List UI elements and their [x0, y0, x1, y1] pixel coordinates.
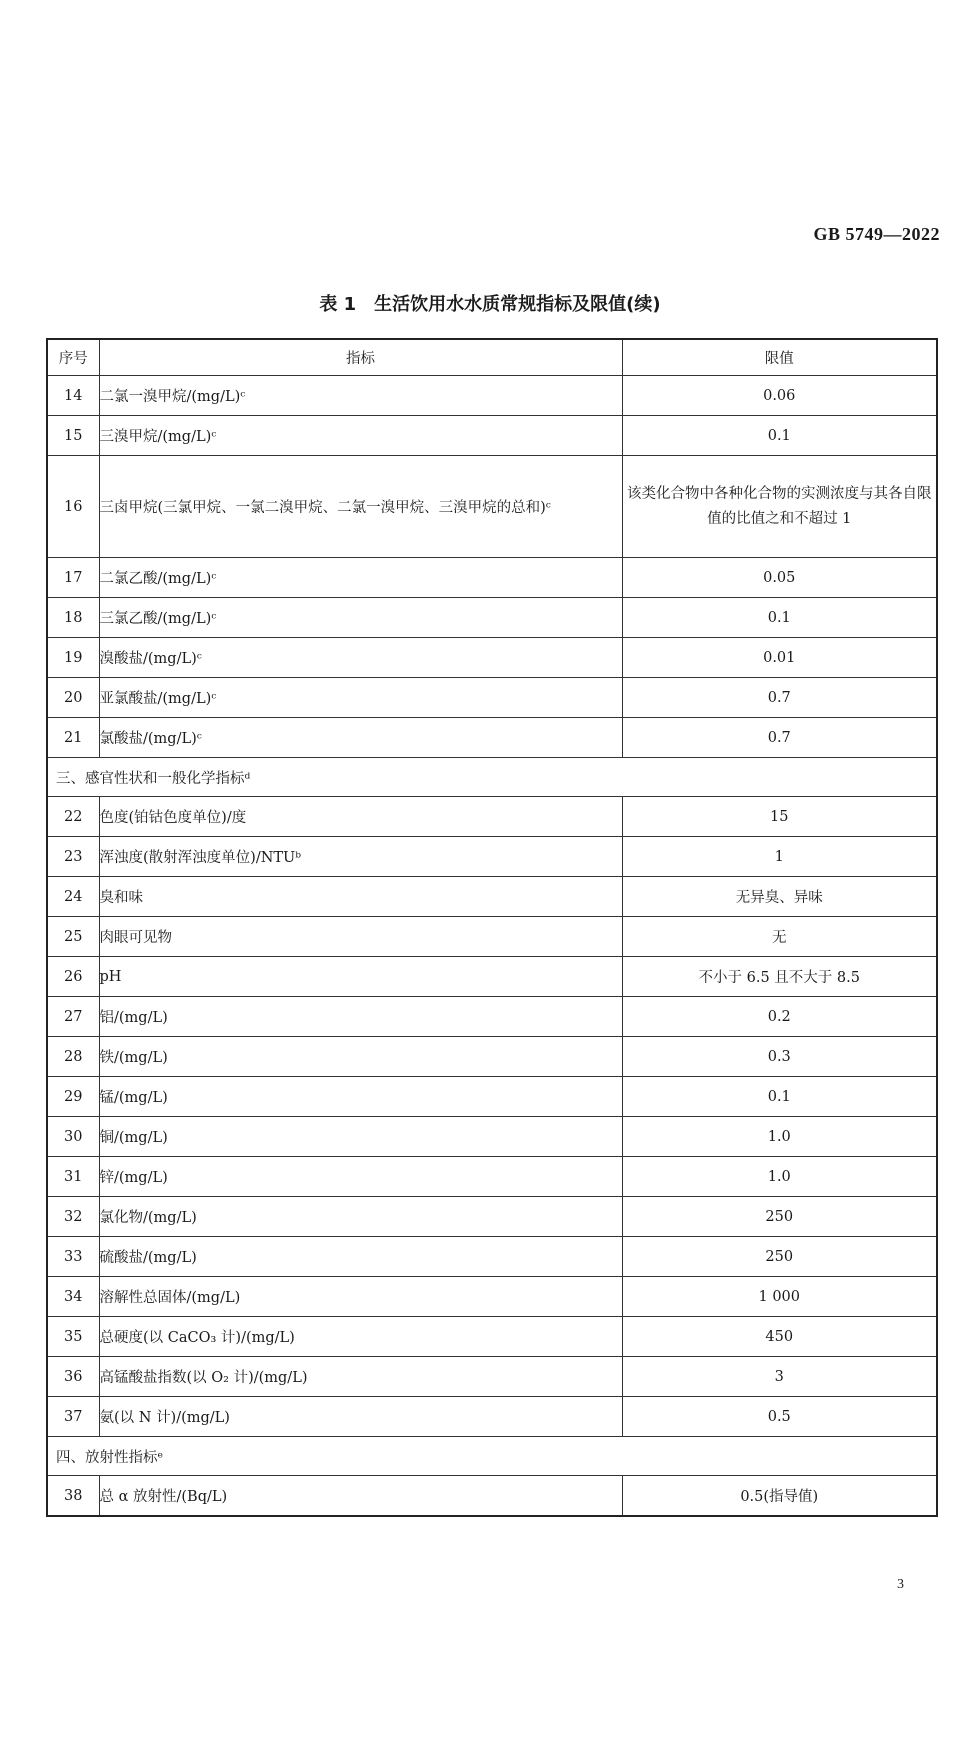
section-label: 三、感官性状和一般化学指标ᵈ	[47, 758, 937, 797]
limit-cell: 0.5	[622, 1397, 937, 1437]
limit-cell: 450	[622, 1317, 937, 1357]
section-row	[47, 758, 937, 797]
table-row	[47, 1077, 937, 1117]
row-number: 38	[47, 1476, 99, 1517]
row-number: 16	[47, 456, 99, 558]
limit-cell: 0.06	[622, 376, 937, 416]
table-row	[47, 718, 937, 758]
row-number: 14	[47, 376, 99, 416]
table-row	[47, 678, 937, 718]
table-title	[0, 290, 980, 316]
limit-cell: 0.5(指导值)	[622, 1476, 937, 1517]
column-header-no: 序号	[47, 339, 99, 376]
indicator-cell: 锌/(mg/L)	[99, 1157, 622, 1197]
table-row	[47, 997, 937, 1037]
row-number: 35	[47, 1317, 99, 1357]
table-row	[47, 376, 937, 416]
limit-cell: 不小于 6.5 且不大于 8.5	[622, 957, 937, 997]
column-header-limit: 限值	[622, 339, 937, 376]
table-row	[47, 1357, 937, 1397]
limit-cell: 1 000	[622, 1277, 937, 1317]
row-number: 37	[47, 1397, 99, 1437]
limit-cell: 0.01	[622, 638, 937, 678]
limit-cell: 0.7	[622, 718, 937, 758]
table-row	[47, 638, 937, 678]
indicator-cell: 三溴甲烷/(mg/L)ᶜ	[99, 416, 622, 456]
indicator-cell: 三卤甲烷(三氯甲烷、一氯二溴甲烷、二氯一溴甲烷、三溴甲烷的总和)ᶜ	[99, 456, 622, 558]
row-number: 27	[47, 997, 99, 1037]
indicator-cell: 铝/(mg/L)	[99, 997, 622, 1037]
indicator-cell: 臭和味	[99, 877, 622, 917]
indicator-cell: 二氯一溴甲烷/(mg/L)ᶜ	[99, 376, 622, 416]
indicator-cell: 氨(以 N 计)/(mg/L)	[99, 1397, 622, 1437]
limit-cell: 0.05	[622, 558, 937, 598]
indicator-cell: 铁/(mg/L)	[99, 1037, 622, 1077]
table-row	[47, 957, 937, 997]
limit-cell: 250	[622, 1197, 937, 1237]
indicator-cell: 总 α 放射性/(Bq/L)	[99, 1476, 622, 1517]
row-number: 24	[47, 877, 99, 917]
indicator-cell: 浑浊度(散射浑浊度单位)/NTUᵇ	[99, 837, 622, 877]
row-number: 29	[47, 1077, 99, 1117]
indicator-cell: 溶解性总固体/(mg/L)	[99, 1277, 622, 1317]
water-quality-table	[46, 338, 938, 1517]
table-row	[47, 1117, 937, 1157]
limit-cell: 0.1	[622, 1077, 937, 1117]
row-number: 21	[47, 718, 99, 758]
row-number: 36	[47, 1357, 99, 1397]
indicator-cell: 三氯乙酸/(mg/L)ᶜ	[99, 598, 622, 638]
row-number: 20	[47, 678, 99, 718]
row-number: 26	[47, 957, 99, 997]
limit-cell: 0.2	[622, 997, 937, 1037]
indicator-cell: 亚氯酸盐/(mg/L)ᶜ	[99, 678, 622, 718]
table-row	[47, 1197, 937, 1237]
limit-cell: 0.7	[622, 678, 937, 718]
column-header-indicator: 指标	[99, 339, 622, 376]
indicator-cell: pH	[99, 957, 622, 997]
table-row	[47, 917, 937, 957]
row-number: 18	[47, 598, 99, 638]
indicator-cell: 溴酸盐/(mg/L)ᶜ	[99, 638, 622, 678]
section-row	[47, 1437, 937, 1476]
table-row	[47, 1476, 937, 1517]
indicator-cell: 色度(铂钴色度单位)/度	[99, 797, 622, 837]
table-row	[47, 558, 937, 598]
table-row	[47, 1397, 937, 1437]
indicator-cell: 锰/(mg/L)	[99, 1077, 622, 1117]
indicator-cell: 氯化物/(mg/L)	[99, 1197, 622, 1237]
section-label: 四、放射性指标ᵉ	[47, 1437, 937, 1476]
table-row	[47, 416, 937, 456]
table-row	[47, 598, 937, 638]
limit-cell: 0.3	[622, 1037, 937, 1077]
row-number: 17	[47, 558, 99, 598]
row-number: 25	[47, 917, 99, 957]
table-row	[47, 1037, 937, 1077]
table-row	[47, 837, 937, 877]
limit-cell: 1	[622, 837, 937, 877]
limit-cell: 该类化合物中各种化合物的实测浓度与其各自限值的比值之和不超过 1	[622, 456, 937, 558]
limit-cell: 250	[622, 1237, 937, 1277]
indicator-cell: 氯酸盐/(mg/L)ᶜ	[99, 718, 622, 758]
limit-cell: 1.0	[622, 1117, 937, 1157]
limit-cell: 3	[622, 1357, 937, 1397]
row-number: 15	[47, 416, 99, 456]
row-number: 32	[47, 1197, 99, 1237]
row-number: 28	[47, 1037, 99, 1077]
indicator-cell: 肉眼可见物	[99, 917, 622, 957]
table-row	[47, 1157, 937, 1197]
indicator-cell: 高锰酸盐指数(以 O₂ 计)/(mg/L)	[99, 1357, 622, 1397]
indicator-cell: 二氯乙酸/(mg/L)ᶜ	[99, 558, 622, 598]
limit-cell: 0.1	[622, 598, 937, 638]
limit-cell: 无	[622, 917, 937, 957]
table-header-row	[47, 339, 937, 376]
limit-cell: 0.1	[622, 416, 937, 456]
row-number: 30	[47, 1117, 99, 1157]
table-row	[47, 456, 937, 558]
table-row	[47, 1237, 937, 1277]
row-number: 34	[47, 1277, 99, 1317]
row-number: 19	[47, 638, 99, 678]
table-row	[47, 1317, 937, 1357]
indicator-cell: 铜/(mg/L)	[99, 1117, 622, 1157]
table-body	[47, 376, 937, 1517]
table-title-prefix: 表 1	[319, 294, 357, 315]
table-row	[47, 877, 937, 917]
limit-cell: 无异臭、异味	[622, 877, 937, 917]
table-row	[47, 797, 937, 837]
limit-cell: 15	[622, 797, 937, 837]
row-number: 22	[47, 797, 99, 837]
row-number: 23	[47, 837, 99, 877]
row-number: 33	[47, 1237, 99, 1277]
page-number: 3	[897, 1577, 904, 1592]
indicator-cell: 总硬度(以 CaCO₃ 计)/(mg/L)	[99, 1317, 622, 1357]
standard-code: GB 5749—2022	[813, 224, 940, 244]
row-number: 31	[47, 1157, 99, 1197]
table-title-text: 生活饮用水水质常规指标及限值(续)	[374, 294, 661, 315]
table-row	[47, 1277, 937, 1317]
limit-cell: 1.0	[622, 1157, 937, 1197]
indicator-cell: 硫酸盐/(mg/L)	[99, 1237, 622, 1277]
